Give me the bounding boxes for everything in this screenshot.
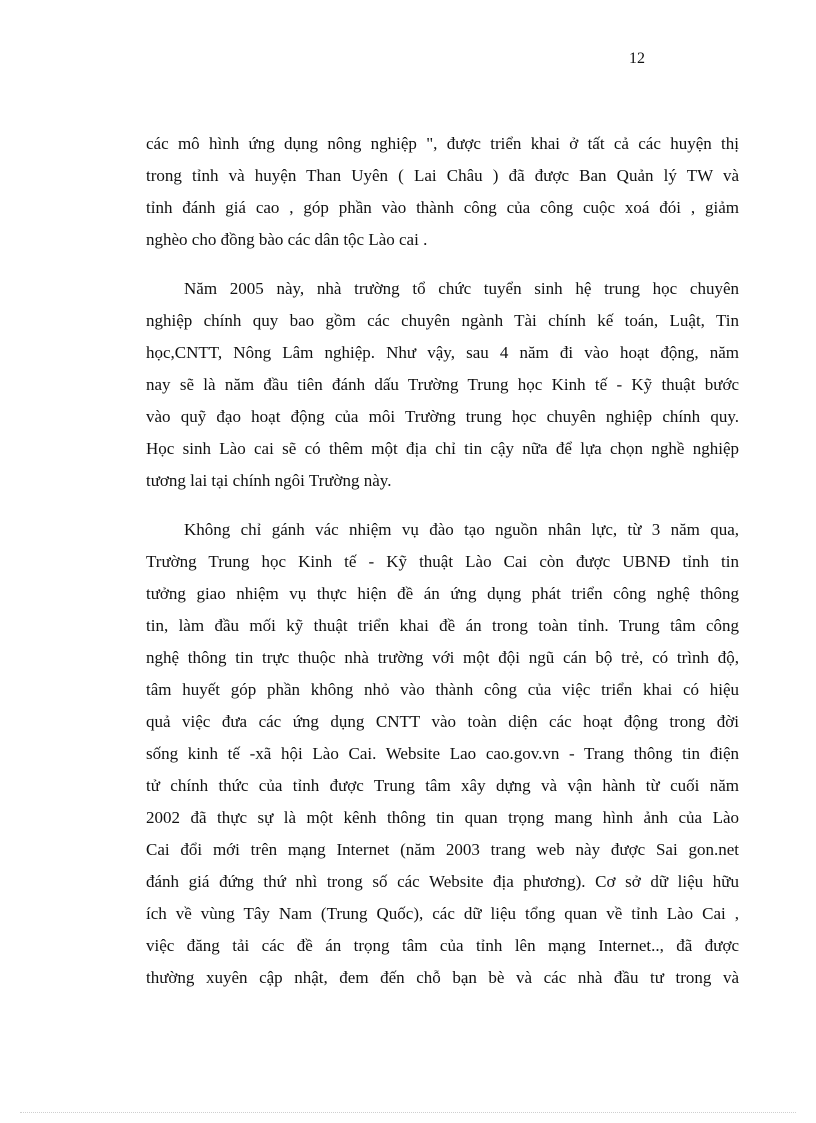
text-line: nghệ thông tin trực thuộc nhà trường với một đội ngũ cán bộ trẻ, có trình độ, <box>146 648 739 667</box>
text-line: tâm huyết góp phần không nhỏ vào thành công của việc triển khai có hiệu <box>146 680 739 699</box>
text-line: ích về vùng Tây Nam (Trung Quốc), các dữ liệu tổng quan về tỉnh Lào Cai , <box>146 904 739 923</box>
page-number: 12 <box>629 50 645 67</box>
text-line: vào quỹ đạo hoạt động của môi Trường trung học chuyên nghiệp chính quy. <box>146 407 739 426</box>
paragraph-2 <box>146 273 739 497</box>
text-line: đánh giá đứng thứ nhì trong số các Website địa phương). Cơ sở dữ liệu hữu <box>146 872 739 891</box>
text-line: học,CNTT, Nông Lâm nghiệp. Như vậy, sau 4 năm đi vào hoạt động, năm <box>146 343 739 362</box>
text-line: các mô hình ứng dụng nông nghiệp ", được triển khai ở tất cả các huyện thị <box>146 134 739 153</box>
text-line: nghiệp chính quy bao gồm các chuyên ngành Tài chính kế toán, Luật, Tin <box>146 311 739 330</box>
document-body <box>146 128 739 994</box>
text-line: Trường Trung học Kinh tế - Kỹ thuật Lào Cai còn được UBNĐ tỉnh tin <box>146 552 739 571</box>
text-line: tương lai tại chính ngôi Trường này. <box>146 471 392 490</box>
text-line: Cai đổi mới trên mạng Internet (năm 2003 trang web này được Sai gon.net <box>146 840 739 859</box>
text-line: trong tỉnh và huyện Than Uyên ( Lai Châu ) đã được Ban Quản lý TW và <box>146 166 739 185</box>
text-line: Năm 2005 này, nhà trường tổ chức tuyển sinh hệ trung học chuyên <box>184 279 739 298</box>
text-line: sống kinh tế -xã hội Lào Cai. Website Lao cao.gov.vn - Trang thông tin điện <box>146 744 739 763</box>
text-line: tưởng giao nhiệm vụ thực hiện đề án ứng dụng phát triển công nghệ thông <box>146 584 739 603</box>
text-line: thường xuyên cập nhật, đem đến chỗ bạn bè và các nhà đầu tư trong và <box>146 968 739 987</box>
paragraph-3 <box>146 514 739 994</box>
text-line: nghèo cho đồng bào các dân tộc Lào cai . <box>146 230 428 249</box>
paragraph-1 <box>146 128 739 256</box>
text-line: nay sẽ là năm đầu tiên đánh dấu Trường Trung học Kinh tế - Kỹ thuật bước <box>146 375 739 394</box>
text-line: tỉnh đánh giá cao , góp phần vào thành công của công cuộc xoá đói , giảm <box>146 198 739 217</box>
text-line: quả việc đưa các ứng dụng CNTT vào toàn diện các hoạt động trong đời <box>146 712 739 731</box>
text-line: Không chỉ gánh vác nhiệm vụ đào tạo nguồn nhân lực, từ 3 năm qua, <box>184 520 739 539</box>
text-line: 2002 đã thực sự là một kênh thông tin quan trọng mang hình ảnh của Lào <box>146 808 739 827</box>
page-bottom-border <box>20 1112 796 1113</box>
text-line: việc đăng tải các đề án trọng tâm của tỉnh lên mạng Internet.., đã được <box>146 936 739 955</box>
text-line: tử chính thức của tỉnh được Trung tâm xây dựng và vận hành từ cuối năm <box>146 776 739 795</box>
text-line: Học sinh Lào cai sẽ có thêm một địa chỉ tin cậy nữa để lựa chọn nghề nghiệp <box>146 439 739 458</box>
text-line: tin, làm đầu mối kỹ thuật triển khai đề án trong toàn tỉnh. Trung tâm công <box>146 616 739 635</box>
